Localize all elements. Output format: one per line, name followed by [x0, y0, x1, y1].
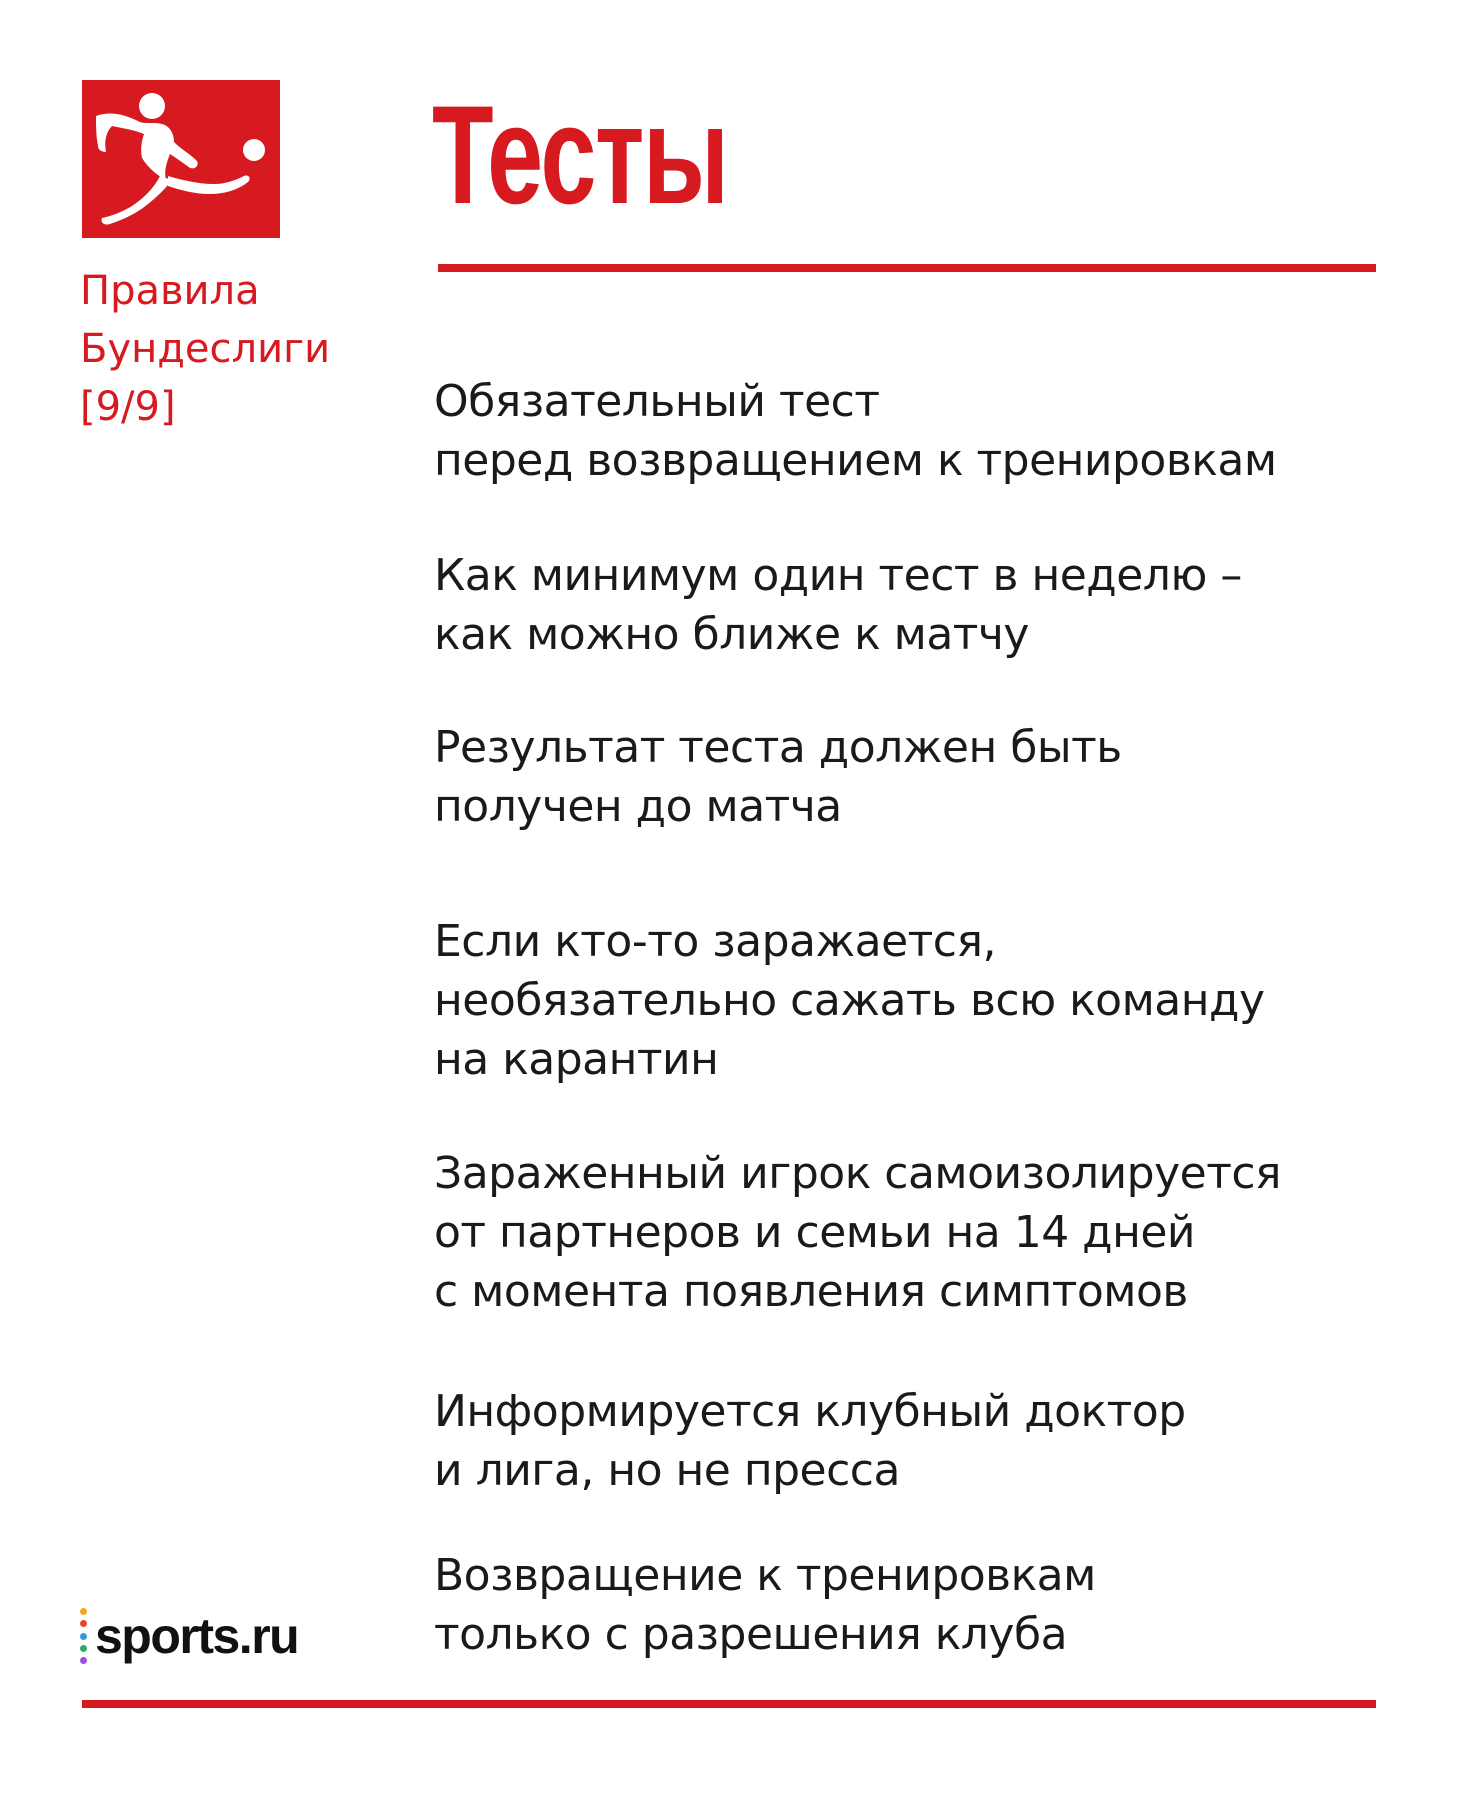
series-label [80, 262, 380, 436]
rule-line: и лига, но не пресса [434, 1445, 900, 1496]
title-divider [438, 264, 1376, 272]
rule-item [434, 912, 1394, 1089]
rule-line: Информируется клубный доктор [434, 1386, 1186, 1437]
brand-dot [80, 1608, 87, 1615]
brand-dots-icon [80, 1608, 87, 1664]
rule-line: получен до матча [434, 781, 842, 832]
rule-item [434, 1546, 1394, 1664]
rule-line: Как минимум один тест в неделю – [434, 550, 1242, 601]
brand-dot [80, 1620, 87, 1627]
rule-item [434, 1144, 1394, 1321]
rule-line: Если кто-то заражается, [434, 916, 996, 967]
series-line: Бундеслиги [80, 326, 331, 372]
rule-line: Возвращение к тренировкам [434, 1550, 1096, 1601]
page-title: Тесты [432, 76, 728, 233]
brand-dot [80, 1657, 87, 1664]
brand-name: sports.ru [95, 1608, 299, 1664]
rule-line: необязательно сажать всю команду [434, 975, 1265, 1026]
bottom-divider [82, 1700, 1376, 1708]
rule-line: перед возвращением к тренировкам [434, 435, 1277, 486]
brand-dot [80, 1633, 87, 1640]
rule-line: Обязательный тест [434, 376, 880, 427]
bundesliga-player-icon [82, 80, 280, 238]
bundesliga-logo [82, 80, 280, 238]
rule-line: только с разрешения клуба [434, 1609, 1068, 1660]
rule-item [434, 718, 1394, 836]
series-counter: [9/9] [80, 384, 176, 430]
rule-line: с момента появления симптомов [434, 1266, 1188, 1317]
rule-line: Результат теста должен быть [434, 722, 1122, 773]
rule-item [434, 1382, 1394, 1500]
brand-dot [80, 1645, 87, 1652]
series-line: Правила [80, 268, 260, 314]
sports-ru-logo [80, 1606, 298, 1666]
rule-item [434, 372, 1394, 490]
rule-line: от партнеров и семьи на 14 дней [434, 1207, 1196, 1258]
rule-line: как можно ближе к матчу [434, 609, 1029, 660]
rule-item [434, 546, 1394, 664]
rule-line: на карантин [434, 1034, 719, 1085]
rule-line: Зараженный игрок самоизолируется [434, 1148, 1281, 1199]
